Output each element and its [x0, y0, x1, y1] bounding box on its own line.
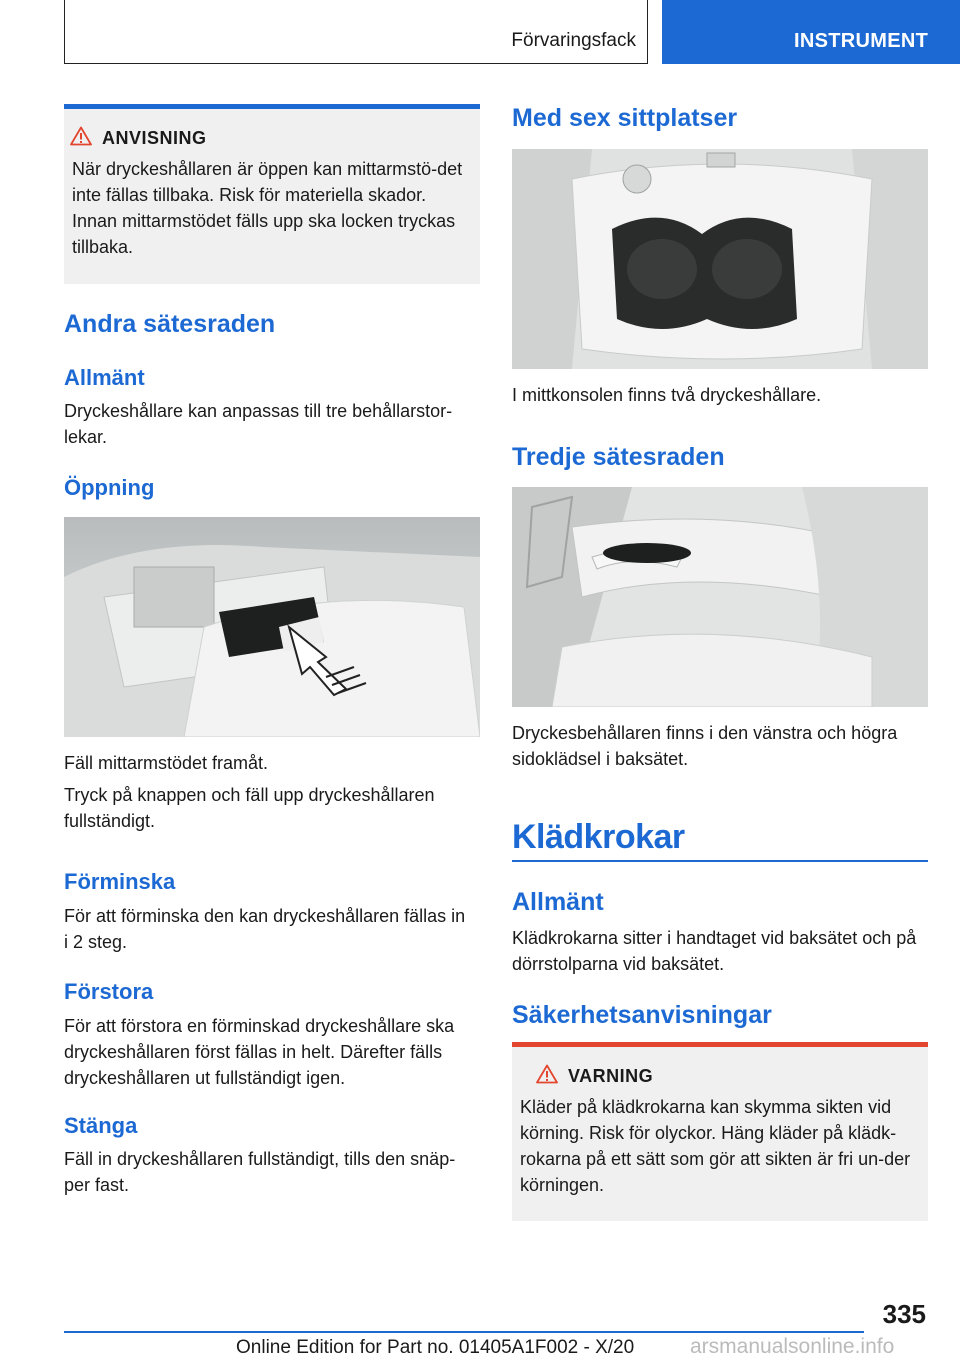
warning-text: Kläder på klädkrokarna kan skymma sikten vid körning. Risk för olyckor. Häng kläder på klädk-rokarna på ett sätt som gör att sikten är fri un-der körningen. — [520, 1097, 911, 1195]
forminska-text: För att förminska den kan dryckeshållaren fällas in i 2 steg. — [64, 906, 466, 952]
notice-title-row — [102, 128, 472, 149]
heading-forstora: Förstora — [64, 979, 154, 1004]
notice-title: ANVISNING — [102, 128, 207, 148]
warning-triangle-icon — [70, 126, 92, 146]
footer-watermark: arsmanualsonline.info — [690, 1335, 895, 1358]
footer-edition: Online Edition for Part no. 01405A1F002 - X/20 — [236, 1337, 635, 1358]
warning-box — [512, 1042, 928, 1221]
heading-sakerhetsanvisningar: Säkerhetsanvisningar — [512, 1001, 772, 1029]
oppning-step2: Tryck på knappen och fäll upp dryckeshållaren fullständigt. — [64, 785, 435, 831]
heading-forminska: Förminska — [64, 869, 176, 894]
photo-armrest-open — [64, 517, 480, 737]
sex-caption: I mittkonsolen finns två dryckeshållare. — [512, 385, 822, 405]
notice-box — [64, 104, 480, 284]
heading-stanga: Stänga — [64, 1113, 138, 1138]
header-chapter-tab — [662, 0, 960, 64]
photo-side-trim-cupholder — [512, 487, 928, 707]
oppning-step1: Fäll mittarmstödet framåt. — [64, 753, 269, 773]
heading-andra-satesraden: Andra sätesraden — [64, 310, 276, 338]
heading-oppning: Öppning — [64, 475, 155, 500]
warning-title-row — [568, 1066, 920, 1087]
heading-kladkrokar-allmant: Allmänt — [512, 888, 604, 916]
photo-center-console-cupholders — [512, 149, 928, 369]
allmant-text: Dryckeshållare kan anpassas till tre behållarstor-lekar. — [64, 401, 453, 447]
header-chapter-label: INSTRUMENT — [794, 30, 929, 52]
page-number: 335 — [882, 1299, 926, 1329]
heading-kladkrokar: Klädkrokar — [512, 818, 685, 856]
stanga-text: Fäll in dryckeshållaren fullständigt, tills den snäp-per fast. — [64, 1149, 456, 1195]
warning-triangle-icon — [536, 1064, 558, 1084]
heading-med-sex-sittplatser: Med sex sittplatser — [512, 104, 738, 132]
notice-text: När dryckeshållaren är öppen kan mittarmstö-det inte fällas tillbaka. Risk för materiella skador. Innan mittarmstödet fälls upp ska locken tryckas tillbaka. — [72, 159, 463, 257]
heading-allmant: Allmänt — [64, 365, 145, 390]
footer-rule — [64, 1331, 864, 1333]
kladkrokar-allmant-text: Klädkrokarna sitter i handtaget vid baksätet och på dörrstolparna vid baksätet. — [512, 928, 917, 974]
section-rule — [512, 860, 928, 862]
warning-title: VARNING — [568, 1066, 654, 1086]
forstora-text: För att förstora en förminskad dryckeshållare ska dryckeshållaren först fällas in helt. Därefter fälls dryckeshållaren ut fullständigt igen. — [64, 1016, 455, 1088]
tredje-caption: Dryckesbehållaren finns i den vänstra och högra sidoklädsel i baksätet. — [512, 723, 898, 769]
header-section-title: Förvaringsfack — [511, 30, 636, 51]
heading-tredje-satesraden: Tredje sätesraden — [512, 443, 725, 471]
